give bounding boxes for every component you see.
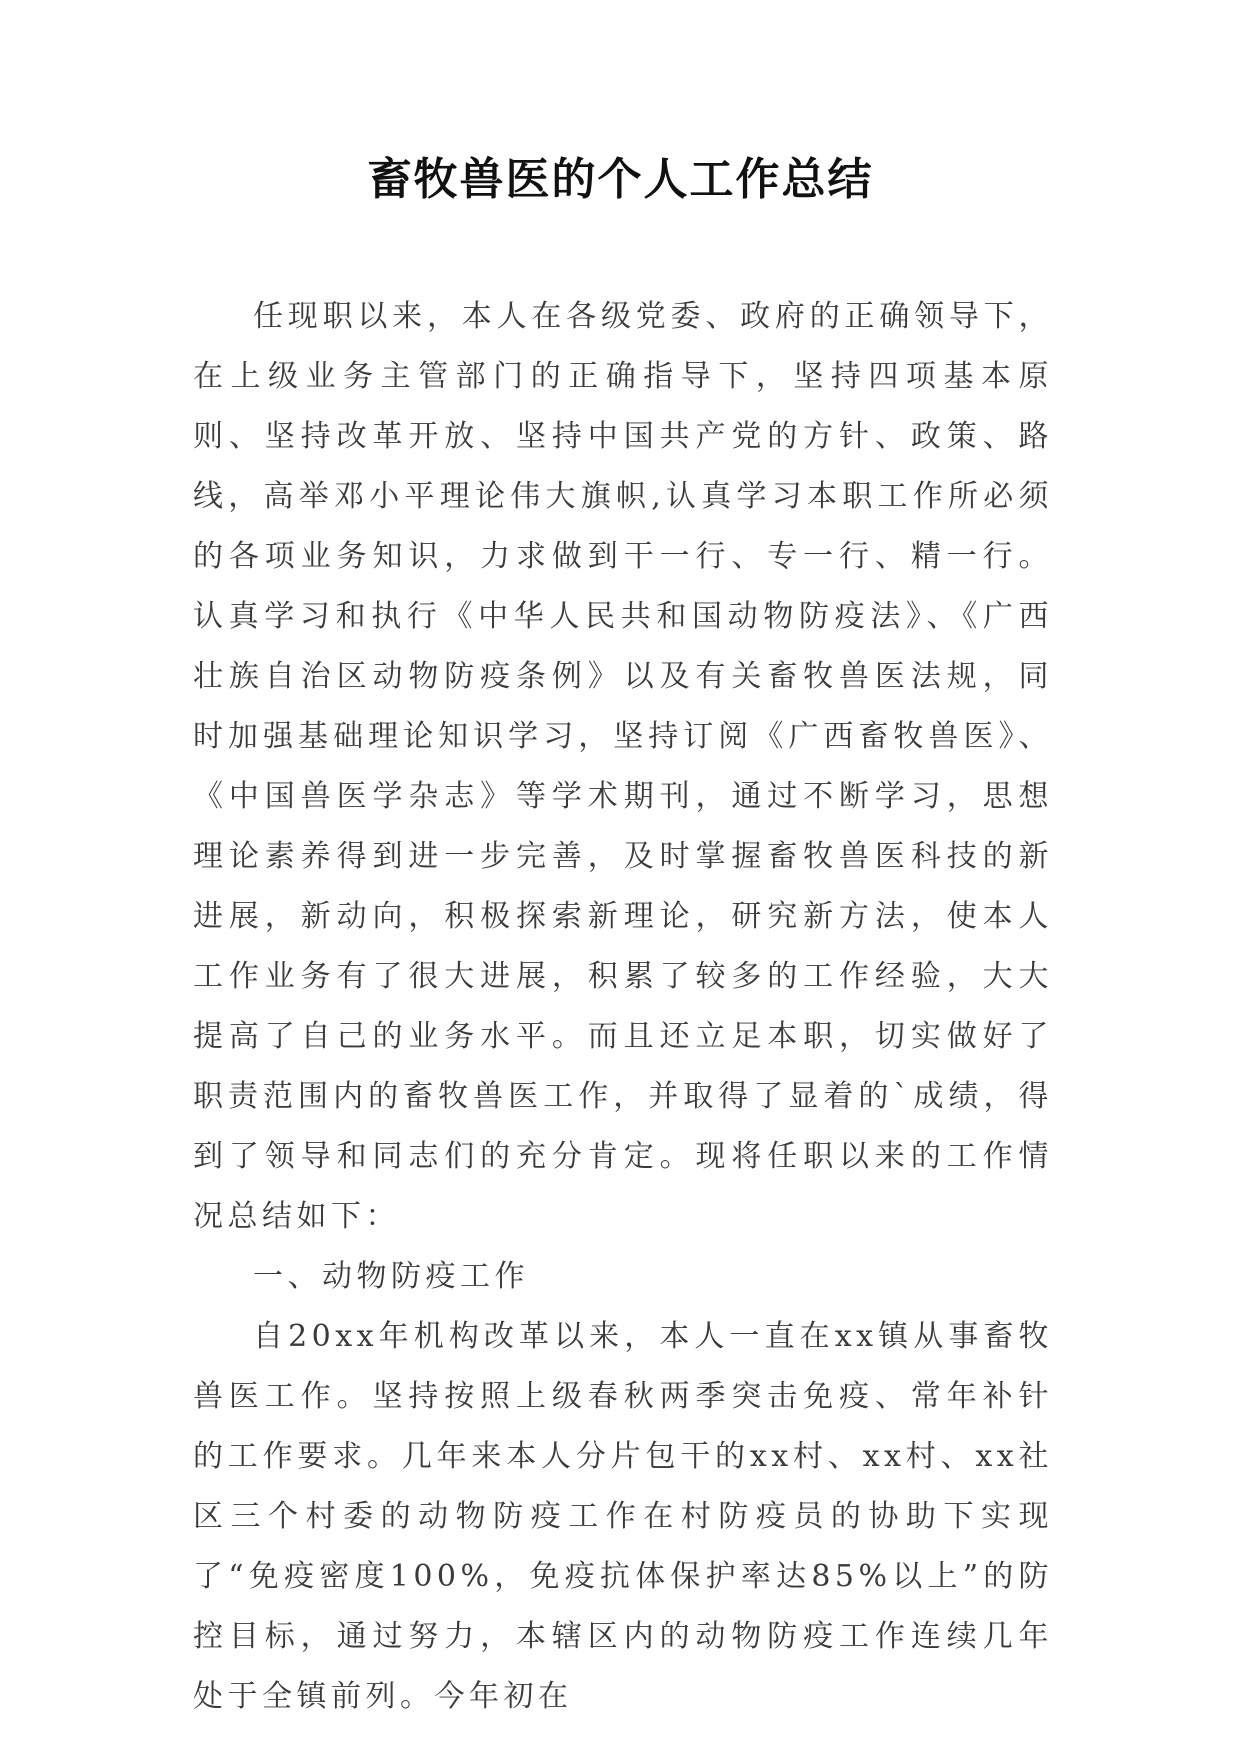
paragraph-intro: 任现职以来，本人在各级党委、政府的正确领导下，在上级业务主管部门的正确指导下，坚持四项基本原则、坚持改革开放、坚持中国共产党的方针、政策、路线，高举邓小平理论伟大旗帜,认真学习本职工作所必须的各项业务知识，力求做到干一行、专一行、精一行。认真学习和执行《中华人民共和国动物防疫法》、《广西壮族自治区动物防疫条例》以及有关畜牧兽医法规，同时加强基础理论知识学习，坚持订阅《广西畜牧兽医》、《中国兽医学杂志》等学术期刊，通过不断学习，思想理论素养得到进一步完善，及时掌握畜牧兽医科技的新进展，新动向，积极探索新理论，研究新方法，使本人工作业务有了很大进展，积累了较多的工作经验，大大提高了自己的业务水平。而且还立足本职，切实做好了职责范围内的畜牧兽医工作，并取得了显着的`成绩，得到了领导和同志们的充分肯定。现将任职以来的工作情况总结如下：	[193, 299, 1053, 1234]
document-body	[193, 287, 1053, 1727]
paragraph-epidemic-prevention: 自20xx年机构改革以来，本人一直在xx镇从事畜牧兽医工作。坚持按照上级春秋两季突击免疫、常年补针的工作要求。几年来本人分片包干的xx村、xx村、xx社区三个村委的动物防疫工作在村防疫员的协助下实现了“免疫密度100%，免疫抗体保护率达85%以上”的防控目标，通过努力，本辖区内的动物防疫工作连续几年处于全镇前列。今年初在	[193, 1319, 1053, 1714]
document-title: 畜牧兽医的个人工作总结	[367, 154, 874, 205]
section-heading-animal-epidemic-prevention: 一、动物防疫工作	[253, 1259, 529, 1294]
